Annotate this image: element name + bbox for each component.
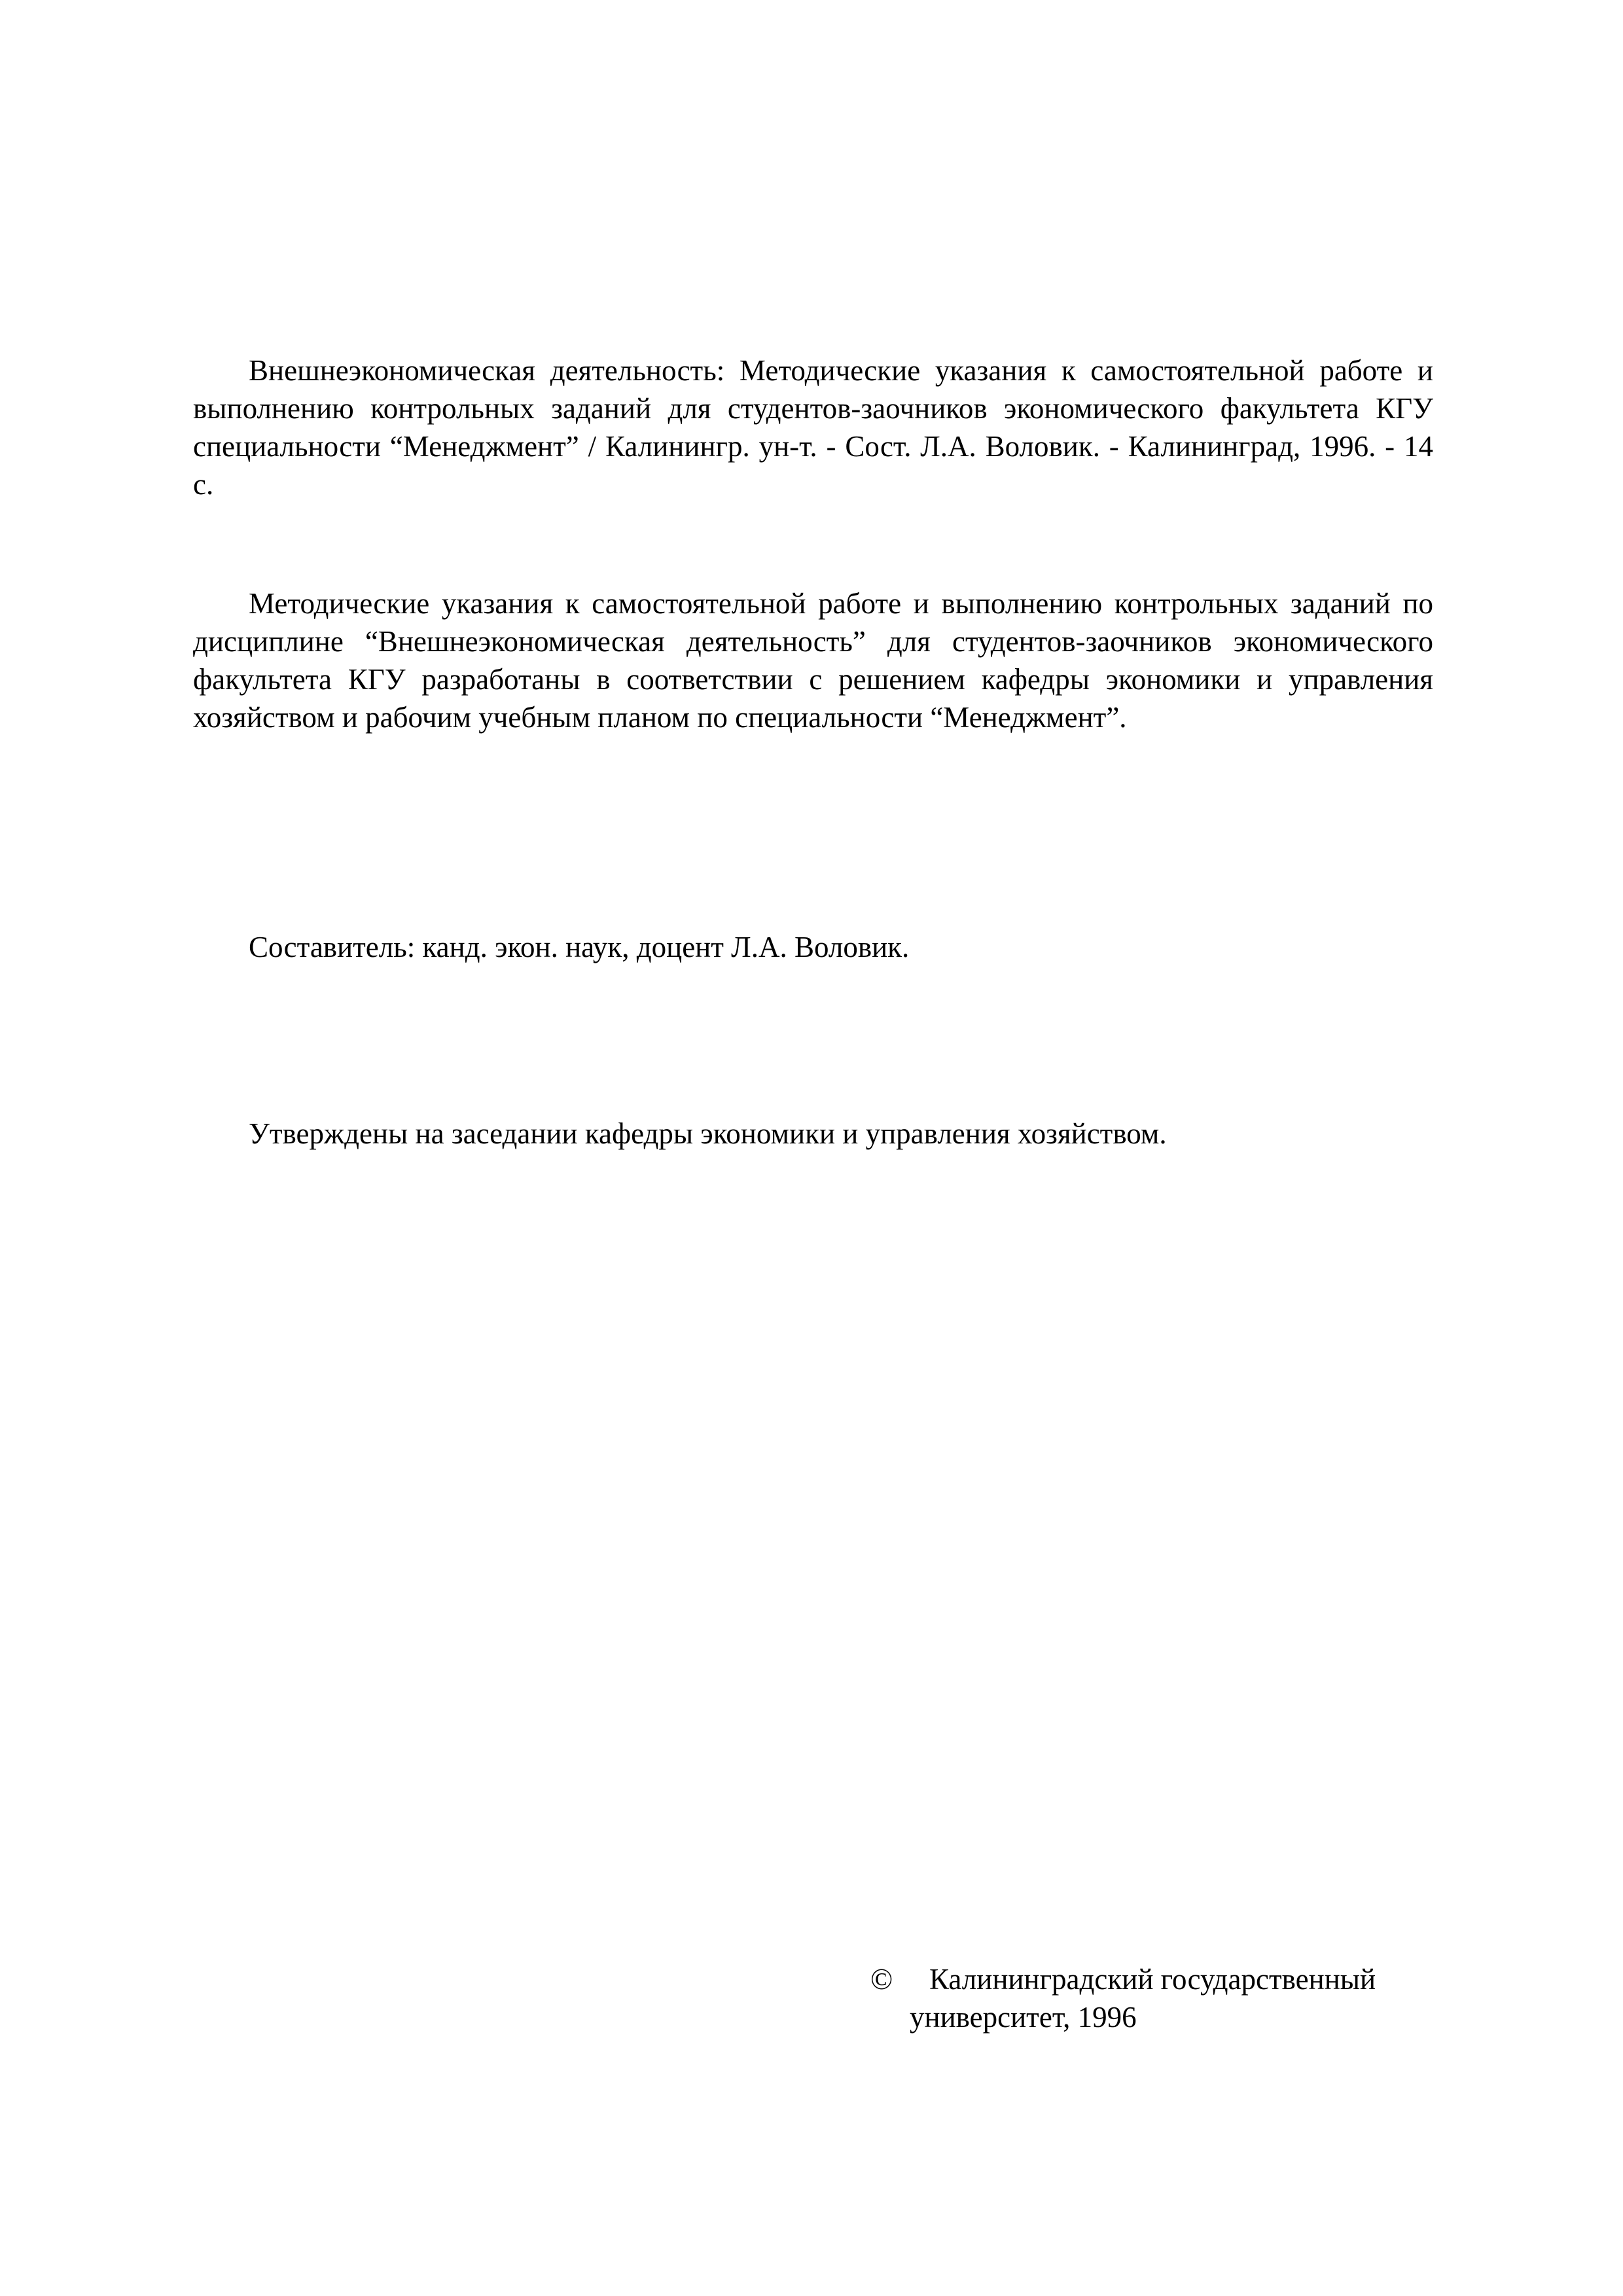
annotation-paragraph: Методические указания к самостоятельной работе и выполнению контрольных заданий по дисциплине “Внешнеэкономическая деятельность” для студентов-заочников экономического факультета КГУ разработаны в соответствии с решением кафедры экономики и управления хозяйством и рабочим учебным планом по специальности “Менеджмент”. <box>193 587 1433 734</box>
copyright-notice <box>870 1960 1433 2036</box>
bibliographic-entry: Внешнеэкономическая деятельность: Методические указания к самостоятельной работе и выполнению контрольных заданий для студентов-заочников экономического факультета КГУ специальности “Менеджмент” / Калинингр. ун-т. - Сост. Л.А. Воловик. - Калининград, 1996. - 14 с. <box>193 354 1433 501</box>
copyright-line-1: Калининградский государственный <box>929 1963 1376 1996</box>
compiler-line: Составитель: канд. экон. наук, доцент Л.А. Воловик. <box>249 931 910 963</box>
approval-line: Утверждены на заседании кафедры экономики и управления хозяйством. <box>249 1117 1167 1150</box>
copyright-line-2: университет, 1996 <box>910 2001 1137 2034</box>
copyright-symbol: © <box>870 1963 893 1996</box>
